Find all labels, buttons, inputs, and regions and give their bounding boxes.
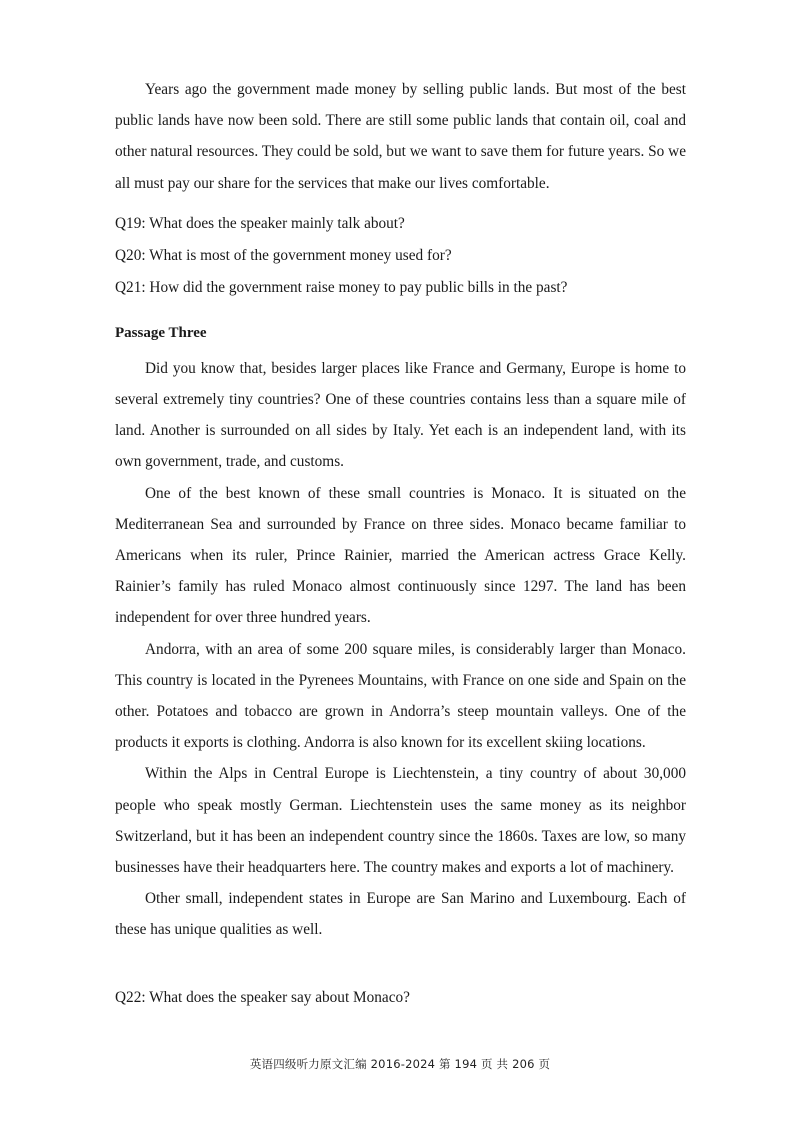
intro-paragraph: Years ago the government made money by selling public lands. But most of the best public lands have now been sold. There are still some public lands that contain oil, coal and other natural resources. They could be sold, but we want to save them for future years. So we all must pay our share for the services that make our lives comfortable. <box>115 81 686 192</box>
question-list-a <box>115 208 686 304</box>
passage-paragraph: Other small, independent states in Europe are San Marino and Luxembourg. Each of these has unique qualities as well. <box>115 890 686 939</box>
passage-paragraph: Did you know that, besides larger places like France and Germany, Europe is home to several extremely tiny countries? One of these countries contains less than a square mile of land. Another is surrounded on all sides by Italy. Yet each is an independent land, with its own government, trade, and customs. <box>115 359 686 471</box>
question-item: Q21: How did the government raise money to pay public bills in the past? <box>115 278 568 296</box>
page-content <box>115 74 686 1014</box>
question-list-b <box>115 982 686 1014</box>
page-footer: 英语四级听力原文汇编 2016-2024 第 194 页 共 206 页 <box>249 1057 551 1071</box>
section-heading: Passage Three <box>115 324 207 341</box>
passage-paragraph: One of the best known of these small countries is Monaco. It is situated on the Mediterranean Sea and surrounded by France on three sides. Monaco became familiar to Americans when its ruler, Prince Rainier, married the American actress Grace Kelly. Rainier’s family has ruled Monaco almost continuously since 1297. The land has been independent for over three hundred years. <box>115 484 686 627</box>
question-item: Q22: What does the speaker say about Monaco? <box>115 988 410 1006</box>
passage-paragraph: Andorra, with an area of some 200 square miles, is considerably larger than Monaco. This country is located in the Pyrenees Mountains, with France on one side and Spain on the other. Potatoes and tobacco are grown in Andorra’s steep mountain valleys. One of the products it exports is clothing. Andorra is also known for its excellent skiing locations. <box>115 640 686 752</box>
question-item: Q19: What does the speaker mainly talk about? <box>115 214 405 232</box>
question-item: Q20: What is most of the government money used for? <box>115 246 452 264</box>
passage-paragraph: Within the Alps in Central Europe is Liechtenstein, a tiny country of about 30,000 people who speak mostly German. Liechtenstein uses the same money as its neighbor Switzerland, but it has been an independent country since the 1860s. Taxes are low, so many businesses have their headquarters here. The country makes and exports a lot of machinery. <box>115 765 686 877</box>
